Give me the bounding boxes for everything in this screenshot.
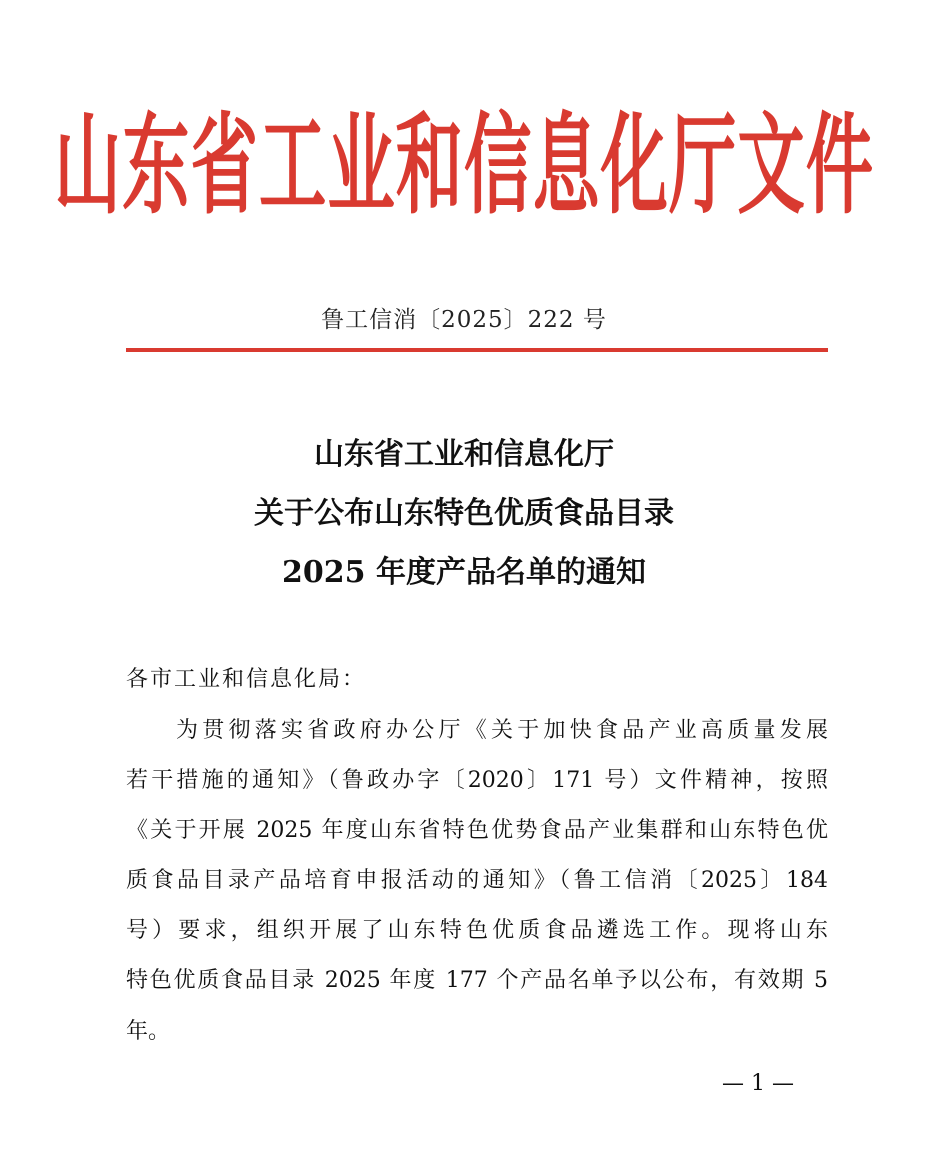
notice-title-line-3: 2025 年度产品名单的通知 [282,555,646,590]
page-number: — 1 — [722,1071,794,1096]
body-text-line: 《关于开展 2025 年度山东省特色优势食品产业集群和山东特色优 [126,818,828,843]
body-text-line: 质食品目录产品培育申报活动的通知》（鲁工信消〔2025〕184 [126,868,828,893]
salutation: 各市工业和信息化局： [126,667,367,692]
body-text-line: 若干措施的通知》（鲁政办字〔2020〕171 号）文件精神，按照 [126,768,828,793]
notice-title-line-1: 山东省工业和信息化厅 [314,437,614,472]
document-number: 鲁工信消〔2025〕222 号 [321,307,607,333]
red-divider-line [126,348,828,352]
issuing-authority-header: 山东省工业和信息化厅文件 [53,100,875,230]
notice-title-line-2: 关于公布山东特色优质食品目录 [254,496,674,531]
body-text-line: 号）要求，组织开展了山东特色优质食品遴选工作。现将山东 [126,918,828,943]
body-text-line: 特色优质食品目录 2025 年度 177 个产品名单予以公布，有效期 5 [126,968,828,993]
body-text-line: 年。 [126,1019,171,1044]
body-text-line: 为贯彻落实省政府办公厅《关于加快食品产业高质量发展 [176,718,828,743]
